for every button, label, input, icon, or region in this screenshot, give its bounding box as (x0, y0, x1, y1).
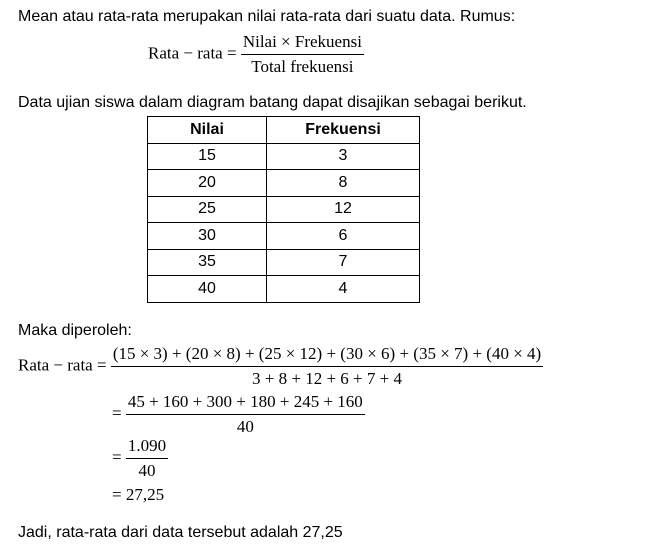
step-3-numerator: 1.090 (127, 436, 167, 455)
cell-frekuensi: 4 (267, 276, 420, 303)
cell-frekuensi: 12 (267, 196, 420, 223)
formula-numerator: Nilai × Frekuensi (242, 32, 362, 51)
cell-nilai: 35 (148, 249, 267, 276)
formula-lhs: Rata − rata = (148, 43, 237, 63)
formula-fraction (241, 32, 364, 77)
step-2-fraction (126, 392, 365, 437)
cell-frekuensi: 3 (267, 143, 420, 170)
formula-denominator: Total frekuensi (241, 54, 364, 77)
step-1-denominator: 3 + 8 + 12 + 6 + 7 + 4 (111, 366, 543, 389)
cell-nilai: 25 (148, 196, 267, 223)
table-row (148, 249, 420, 276)
table-row (148, 223, 420, 250)
header-nilai: Nilai (148, 117, 267, 144)
header-frekuensi: Frekuensi (267, 117, 420, 144)
cell-nilai: 20 (148, 170, 267, 197)
cell-nilai: 40 (148, 276, 267, 303)
step-3-denominator: 40 (126, 458, 168, 481)
table-intro-text: Data ujian siswa dalam diagram batang dapat disajikan sebagai berikut. (18, 94, 527, 111)
derivation-step-1 (18, 344, 543, 389)
step-2-denominator: 40 (126, 414, 365, 437)
step-2-equals: = (112, 403, 122, 423)
table-row (148, 196, 420, 223)
derivation-step-2 (112, 392, 365, 437)
table-header-row (148, 117, 420, 144)
conclusion-text: Jadi, rata-rata dari data tersebut adalah 27,25 (18, 524, 343, 541)
mean-formula (148, 32, 364, 77)
intro-text: Mean atau rata-rata merupakan nilai rata-rata dari suatu data. Rumus: (18, 8, 516, 25)
step-3-fraction (126, 436, 168, 481)
table-row (148, 170, 420, 197)
score-frequency-table (147, 116, 420, 303)
step-2-numerator: 45 + 160 + 300 + 180 + 245 + 160 (127, 392, 363, 411)
table-row (148, 143, 420, 170)
cell-nilai: 15 (148, 143, 267, 170)
cell-frekuensi: 8 (267, 170, 420, 197)
cell-nilai: 30 (148, 223, 267, 250)
cell-frekuensi: 6 (267, 223, 420, 250)
derivation-step-3 (112, 436, 168, 481)
step-1-numerator: (15 × 3) + (20 × 8) + (25 × 12) + (30 × 6) + (35 × 7) + (40 × 4) (112, 344, 542, 363)
cell-frekuensi: 7 (267, 249, 420, 276)
step-3-equals: = (112, 447, 122, 467)
derivation-intro-text: Maka diperoleh: (18, 322, 132, 339)
table-row (148, 276, 420, 303)
derivation-result: = 27,25 (112, 485, 165, 504)
step-1-fraction (111, 344, 543, 389)
derivation-lhs: Rata − rata = (18, 355, 107, 375)
